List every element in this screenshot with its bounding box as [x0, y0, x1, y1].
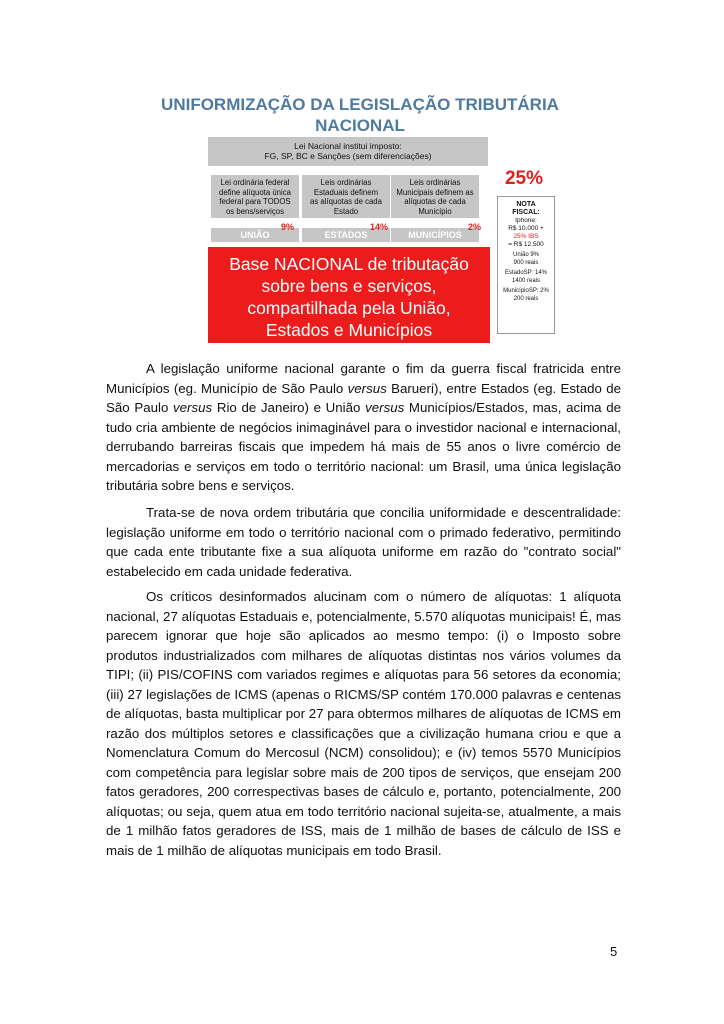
law-line1: Lei Nacional institui imposto:: [294, 141, 402, 151]
col-line: Lei ordinária federal: [220, 178, 290, 187]
rate-municipios: 2%: [468, 222, 482, 232]
column-estados-text: [302, 175, 390, 218]
national-law-box: [208, 137, 488, 166]
rate-uniao: 9%: [281, 222, 295, 232]
figure-title-line1: UNIFORMIZAÇÃO DA LEGISLAÇÃO TRIBUTÁRIA: [161, 95, 559, 114]
nota-item: Iphone:: [515, 217, 537, 224]
nota-line: EstadoSP: 14%: [504, 270, 548, 276]
law-line2: FG, SP, BC e Sanções (sem diferenciações): [264, 151, 432, 161]
label-estados: ESTADOS: [302, 228, 390, 242]
paragraph-2: Trata-se de nova ordem tributária que concilia uniformidade e descentralidade: legislação uniforme em todo o território nacional com o primado federativo, permitindo que cada ente tributante fixe a sua alíquota uniforme em razão do "contrato social" estabelecido em cada unidade federativa.: [106, 505, 621, 579]
col-line: alíquotas de cada: [404, 197, 466, 206]
nota-title1: NOTA: [516, 201, 536, 208]
column-municipios-text: [391, 175, 479, 218]
col-line: os bens/serviços: [225, 206, 285, 216]
nota-total: = R$ 12.500: [508, 241, 544, 248]
col-line: Estado: [333, 206, 359, 216]
rate-estados: 14%: [370, 222, 389, 232]
nota-uniao: [498, 252, 554, 267]
paragraph-1: A legislação uniforme nacional garante o fim da guerra fiscal fratricida entre Municípios (eg. Município de São Paulo versus Barueri), entre Estados (eg. Estado de São Paulo versus Rio de Janeiro) e União versus Municípios/Estados, mas, acima de tudo cria ambiente de negócios inimaginável para o investidor nacional e internacional, derrubando barreiras fiscais que impedem há mais de 55 anos o livre comércio de mercadorias e serviços em todo o território nacional: um Brasil, uma única legislação tributária sobre bens e serviços.: [106, 361, 621, 493]
paragraph-3: Os críticos desinformados alucinam com o número de alíquotas: 1 alíquota nacional, 27 alíquotas Estaduais e, potencialmente, 5.570 alíquotas municipais! É, mas parecem ignorar que hoje são aplicados ao mesmo tempo: (i) o Imposto sobre produtos industrializados com milhares de alíquotas distintas nos vários volumes da TIPI; (ii) PIS/COFINS com variados regimes e alíquotas para 56 setores da economia; (iii) 27 legislações de ICMS (apenas o RICMS/SP contém 170.000 palavras e centenas de alíquotas, basta multiplicar por 27 para obtermos milhares de alíquotas de ICMS em razão dos múltiplos setores e classificações que a civilização humana criou e que a Nomenclatura Comum do Mercosul (NCM) consolidou); e (iv) temos 5570 Municípios com competência para legislar sobre mais de 200 tipos de serviços, que ensejam 200 fatos geradores, 200 correspectivas bases de cálculo e, portanto, potencialmente, 200 alíquotas; ou seja, quem atua em todo território nacional sujeita-se, atualmente, a mais de 1 milhão fatos geradores de ISS, mais de 1 milhão de bases de cálculo de ISS e mais de 1 milhão de alíquotas municipais em todo Brasil.: [106, 589, 621, 858]
nota-line: 1400 reais: [511, 277, 541, 284]
nota-line: 900 reais: [513, 259, 539, 266]
base-line: sobre bens e serviços,: [261, 276, 437, 296]
nota-estado: [498, 270, 554, 285]
base-line: Estados e Municípios: [265, 320, 433, 340]
national-base-box: [208, 247, 490, 343]
nota-line: União 9%: [512, 252, 539, 258]
col-line: Estaduais definem: [313, 187, 379, 197]
nota-municipio: [498, 288, 554, 303]
col-line: Município: [418, 206, 452, 216]
base-line: compartilhada pela União,: [247, 298, 451, 318]
page-number: 5: [610, 944, 618, 959]
nota-line: 200 reais: [513, 295, 539, 302]
col-line: as alíquotas de cada: [310, 197, 382, 206]
nota-price: R$ 10.000 +: [508, 225, 544, 232]
nota-fiscal-box: [497, 196, 555, 334]
label-uniao: UNIÃO: [211, 228, 299, 242]
col-line: Leis ordinárias: [320, 178, 372, 187]
col-line: define alíquota única: [219, 187, 291, 197]
label-municipios: MUNICÍPIOS: [391, 228, 479, 242]
col-line: Leis ordinárias: [409, 178, 461, 187]
nota-title2: FISCAL:: [512, 209, 540, 216]
nota-line: MunicípioSP: 2%: [503, 288, 549, 294]
column-uniao-text: [211, 175, 299, 218]
total-rate: 25%: [504, 168, 544, 189]
base-line: Base NACIONAL de tributação: [229, 254, 469, 274]
nota-ibs: 25% IBS: [513, 233, 539, 240]
figure-title-line2: NACIONAL: [315, 116, 405, 135]
col-line: federal para TODOS: [219, 197, 291, 206]
col-line: Municipais definem as: [396, 187, 474, 197]
